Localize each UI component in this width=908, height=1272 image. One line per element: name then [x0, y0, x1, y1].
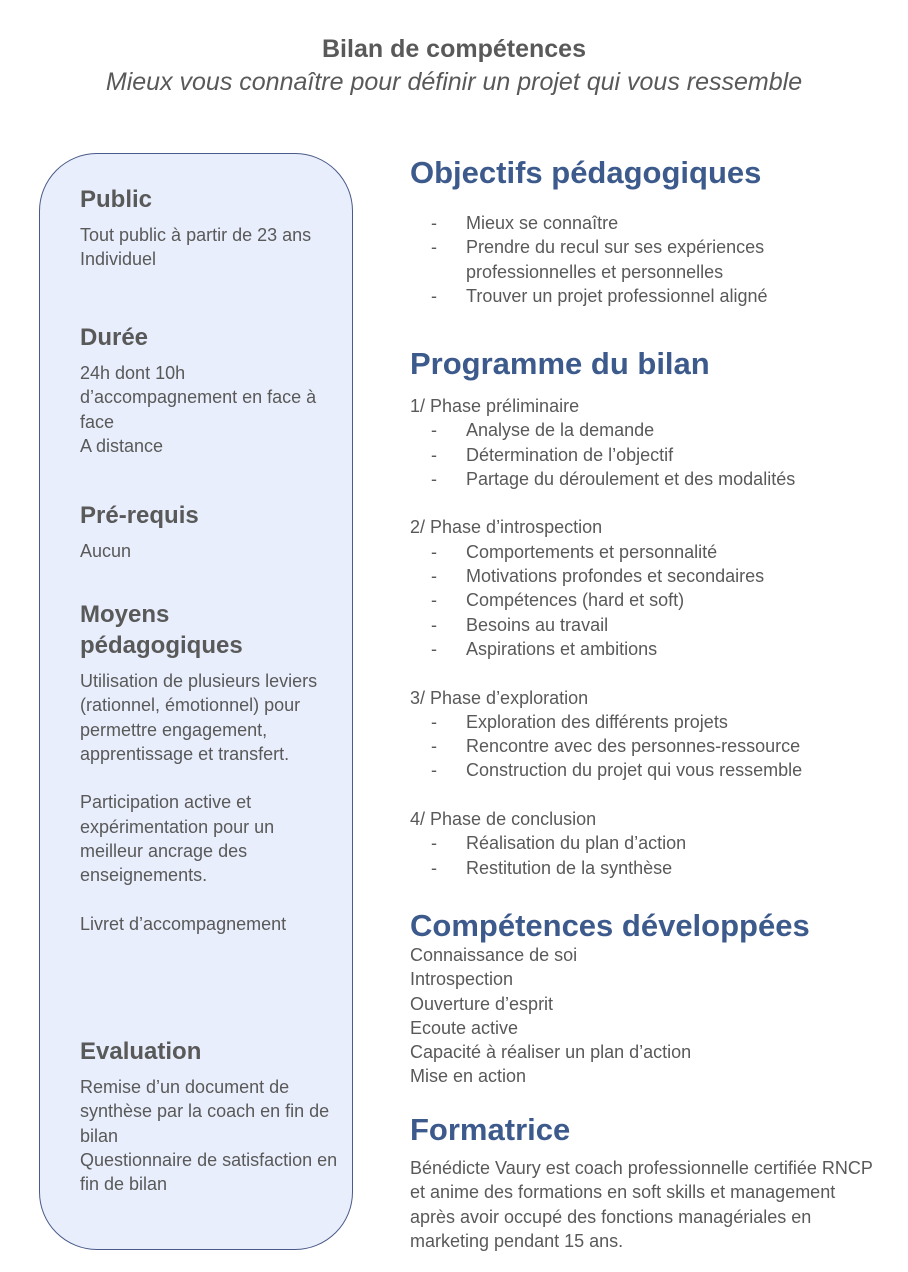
list-item-text: Aspirations et ambitions: [466, 638, 658, 659]
list-item-text: Partage du déroulement et des modalités: [466, 468, 796, 489]
duree-line: A distance: [80, 435, 164, 456]
formatrice-heading: Formatrice: [410, 1112, 571, 1147]
phase-block: [410, 394, 890, 491]
list-item-text: Restitution de la synthèse: [466, 857, 673, 878]
list-item-text: Rencontre avec des personnes-ressource: [466, 736, 801, 757]
duree-line: 24h dont 10h d’accompagnement en face à face: [80, 363, 317, 432]
page-title: Bilan de compétences: [322, 35, 586, 63]
phase-block: [410, 515, 890, 661]
objectifs-list: [410, 211, 890, 308]
evaluation-line: Remise d’un document de synthèse par la coach en fin de bilan: [80, 1077, 330, 1146]
list-item-text: Motivations profondes et secondaires: [466, 566, 765, 587]
evaluation-heading: Evaluation: [80, 1038, 202, 1065]
list-item: [410, 540, 890, 564]
list-item: [410, 710, 890, 734]
list-item: [410, 564, 890, 588]
dash-marker: -: [431, 468, 437, 489]
list-item-text: Trouver un projet professionnel aligné: [466, 285, 768, 306]
dash-marker: -: [431, 833, 437, 854]
duree-heading: Durée: [80, 324, 149, 351]
dash-marker: -: [431, 237, 437, 258]
list-item-text: Réalisation du plan d’action: [466, 833, 687, 854]
competence-item: Capacité à réaliser un plan d’action: [410, 1042, 692, 1063]
public-line: Tout public à partir de 23 ans: [80, 225, 312, 245]
list-item-text: Compétences (hard et soft): [466, 590, 685, 611]
public-line: Individuel: [80, 249, 157, 270]
public-section: [80, 184, 345, 272]
list-item: [410, 758, 890, 782]
list-item: [410, 588, 890, 612]
competence-item: Ouverture d’esprit: [410, 993, 554, 1014]
phase-title: 2/ Phase d’introspection: [410, 517, 603, 538]
list-item-text: Analyse de la demande: [466, 420, 655, 441]
dash-marker: -: [431, 760, 437, 781]
dash-marker: -: [431, 541, 437, 562]
competences-heading: Compétences développées: [410, 908, 810, 943]
dash-marker: -: [431, 566, 437, 587]
list-item-text: Mieux se connaître: [466, 213, 619, 233]
list-item: [410, 831, 890, 855]
dash-marker: -: [431, 736, 437, 757]
dash-marker: -: [431, 213, 437, 233]
competences-section: [410, 906, 890, 1089]
phase-block: [410, 807, 890, 880]
dash-marker: -: [431, 857, 437, 878]
list-item: [410, 443, 890, 467]
dash-marker: -: [431, 711, 437, 732]
list-item: [410, 613, 890, 637]
page-header: [0, 33, 908, 99]
moyens-paragraph: Livret d’accompagnement: [80, 913, 287, 934]
moyens-paragraph: Utilisation de plusieurs leviers (rationnel, émotionnel) pour permettre engagement, apprentissage et transfert.: [80, 671, 318, 764]
info-sidebar: [39, 153, 353, 1250]
phase-title: 3/ Phase d’exploration: [410, 687, 589, 708]
evaluation-section: [80, 1036, 345, 1196]
competence-item: Connaissance de soi: [410, 945, 578, 965]
list-item-text: Besoins au travail: [466, 614, 609, 635]
moyens-heading: Moyens pédagogiques: [80, 601, 243, 659]
evaluation-line: Questionnaire de satisfaction en fin de bilan: [80, 1149, 338, 1195]
phase-block: [410, 686, 890, 783]
competence-item: Introspection: [410, 969, 514, 990]
list-item: [410, 734, 890, 758]
moyens-section: [80, 599, 345, 936]
dash-marker: -: [431, 614, 437, 635]
dash-marker: -: [431, 638, 437, 659]
formatrice-text: Bénédicte Vaury est coach professionnelle certifiée RNCP et anime des formations en soft skills et management après avoir occupé des fonctions managériales en marketing pendant 15 ans.: [410, 1158, 873, 1251]
list-item: [410, 418, 890, 442]
objectifs-section: [410, 153, 890, 308]
list-item-text: Construction du projet qui vous ressemble: [466, 760, 803, 781]
dash-marker: -: [431, 420, 437, 441]
list-item: [410, 211, 890, 235]
list-item-text: Exploration des différents projets: [466, 711, 728, 732]
list-item: [410, 856, 890, 880]
list-item-text: Prendre du recul sur ses expériences professionnelles et personnelles: [466, 237, 765, 282]
dash-marker: -: [431, 444, 437, 465]
prerequis-section: [80, 500, 345, 563]
formatrice-section: [410, 1110, 880, 1253]
phase-title: 4/ Phase de conclusion: [410, 809, 597, 830]
list-item-text: Détermination de l’objectif: [466, 444, 674, 465]
public-heading: Public: [80, 186, 153, 213]
list-item: [410, 637, 890, 661]
dash-marker: -: [431, 285, 437, 306]
prerequis-line: Aucun: [80, 541, 132, 561]
list-item-text: Comportements et personnalité: [466, 541, 718, 562]
duree-section: [80, 322, 345, 458]
dash-marker: -: [431, 590, 437, 611]
list-item: [410, 284, 890, 308]
competence-item: Mise en action: [410, 1066, 527, 1087]
programme-heading: Programme du bilan: [410, 346, 710, 381]
page-subtitle: Mieux vous connaître pour définir un projet qui vous ressemble: [105, 68, 803, 96]
objectifs-heading: Objectifs pédagogiques: [410, 155, 762, 190]
competence-item: Ecoute active: [410, 1017, 519, 1038]
programme-section: [410, 344, 890, 880]
list-item: [410, 235, 890, 284]
phase-title: 1/ Phase préliminaire: [410, 396, 580, 416]
prerequis-heading: Pré-requis: [80, 502, 199, 529]
moyens-paragraph: Participation active et expérimentation pour un meilleur ancrage des enseignements.: [80, 792, 275, 886]
list-item: [410, 467, 890, 491]
